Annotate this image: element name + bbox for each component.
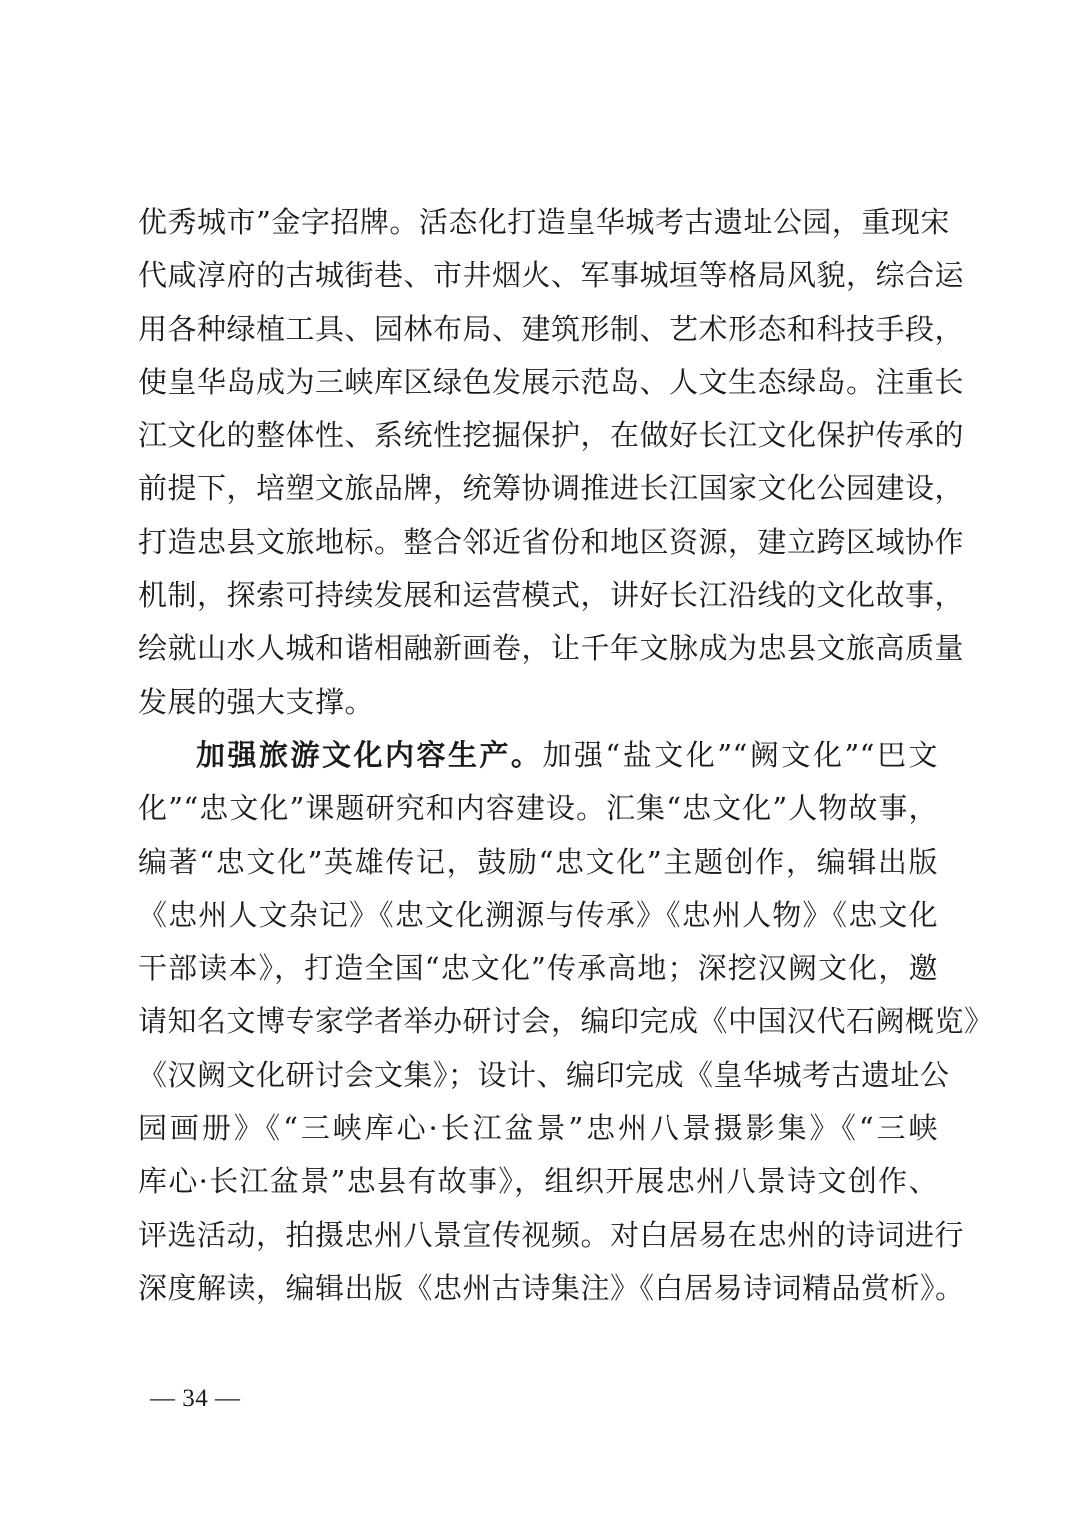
text-line: 发展的强大支撑。 (138, 684, 375, 719)
text-line: 深度解读，编辑出版《忠州古诗集注》《白居易诗词精品赏析》。 (138, 1270, 965, 1305)
page-number: — 34 — (150, 1385, 241, 1412)
text-line: 打造忠县文旅地标。整合邻近省份和地区资源，建立跨区域协作 (138, 524, 965, 559)
text-line: 代咸淳府的古城街巷、市井烟火、军事城垣等格局风貌，综合运 (138, 258, 965, 293)
text-line: 绘就山水人城和谐相融新画卷，让千年文脉成为忠县文旅高质量 (138, 631, 965, 666)
text-line: 园画册》《“三峡库心·长江盆景”忠州八景摄影集》《“三峡 (138, 1111, 938, 1146)
text-line: 机制，探索可持续发展和运营模式，讲好长江沿线的文化故事， (138, 578, 965, 613)
text-line: 化”“忠文化”课题研究和内容建设。汇集“忠文化”人物故事， (138, 791, 938, 826)
text-line: 《汉阙文化研讨会文集》；设计、编印完成《皇华城考古遗址公 (138, 1057, 950, 1092)
text-line: 评选活动，拍摄忠州八景宣传视频。对白居易在忠州的诗词进行 (138, 1217, 965, 1252)
text-line: 江文化的整体性、系统性挖掘保护，在做好长江文化保护传承的 (138, 418, 965, 453)
text-line: 编著“忠文化”英雄传记，鼓励“忠文化”主题创作，编辑出版 (138, 844, 938, 879)
text-span: 加强“盐文化”“阙文化”“巴文 (542, 737, 938, 772)
text-line: 用各种绿植工具、园林布局、建筑形制、艺术形态和科技手段， (138, 311, 965, 346)
text-line: 库心·长江盆景”忠县有故事》，组织开展忠州八景诗文创作、 (138, 1164, 938, 1199)
text-line: 请知名文博专家学者举办研讨会，编印完成《中国汉代石阙概览》 (138, 1004, 994, 1039)
body-text (138, 196, 994, 1315)
text-line: 前提下，培塑文旅品牌，统筹协调推进长江国家文化公园建设， (138, 471, 965, 506)
text-line: 使皇华岛成为三峡库区绿色发展示范岛、人文生态绿岛。注重长 (138, 364, 965, 399)
section-lead-heading: 加强旅游文化内容生产。 (196, 737, 543, 772)
text-line: 《忠州人文杂记》《忠文化溯源与传承》《忠州人物》《忠文化 (138, 897, 938, 932)
text-line: 优秀城市”金字招牌。活态化打造皇华城考古遗址公园，重现宋 (138, 205, 950, 239)
text-line: 干部读本》，打造全国“忠文化”传承高地；深挖汉阙文化，邀 (138, 951, 938, 986)
paragraph-first-line (138, 729, 938, 782)
